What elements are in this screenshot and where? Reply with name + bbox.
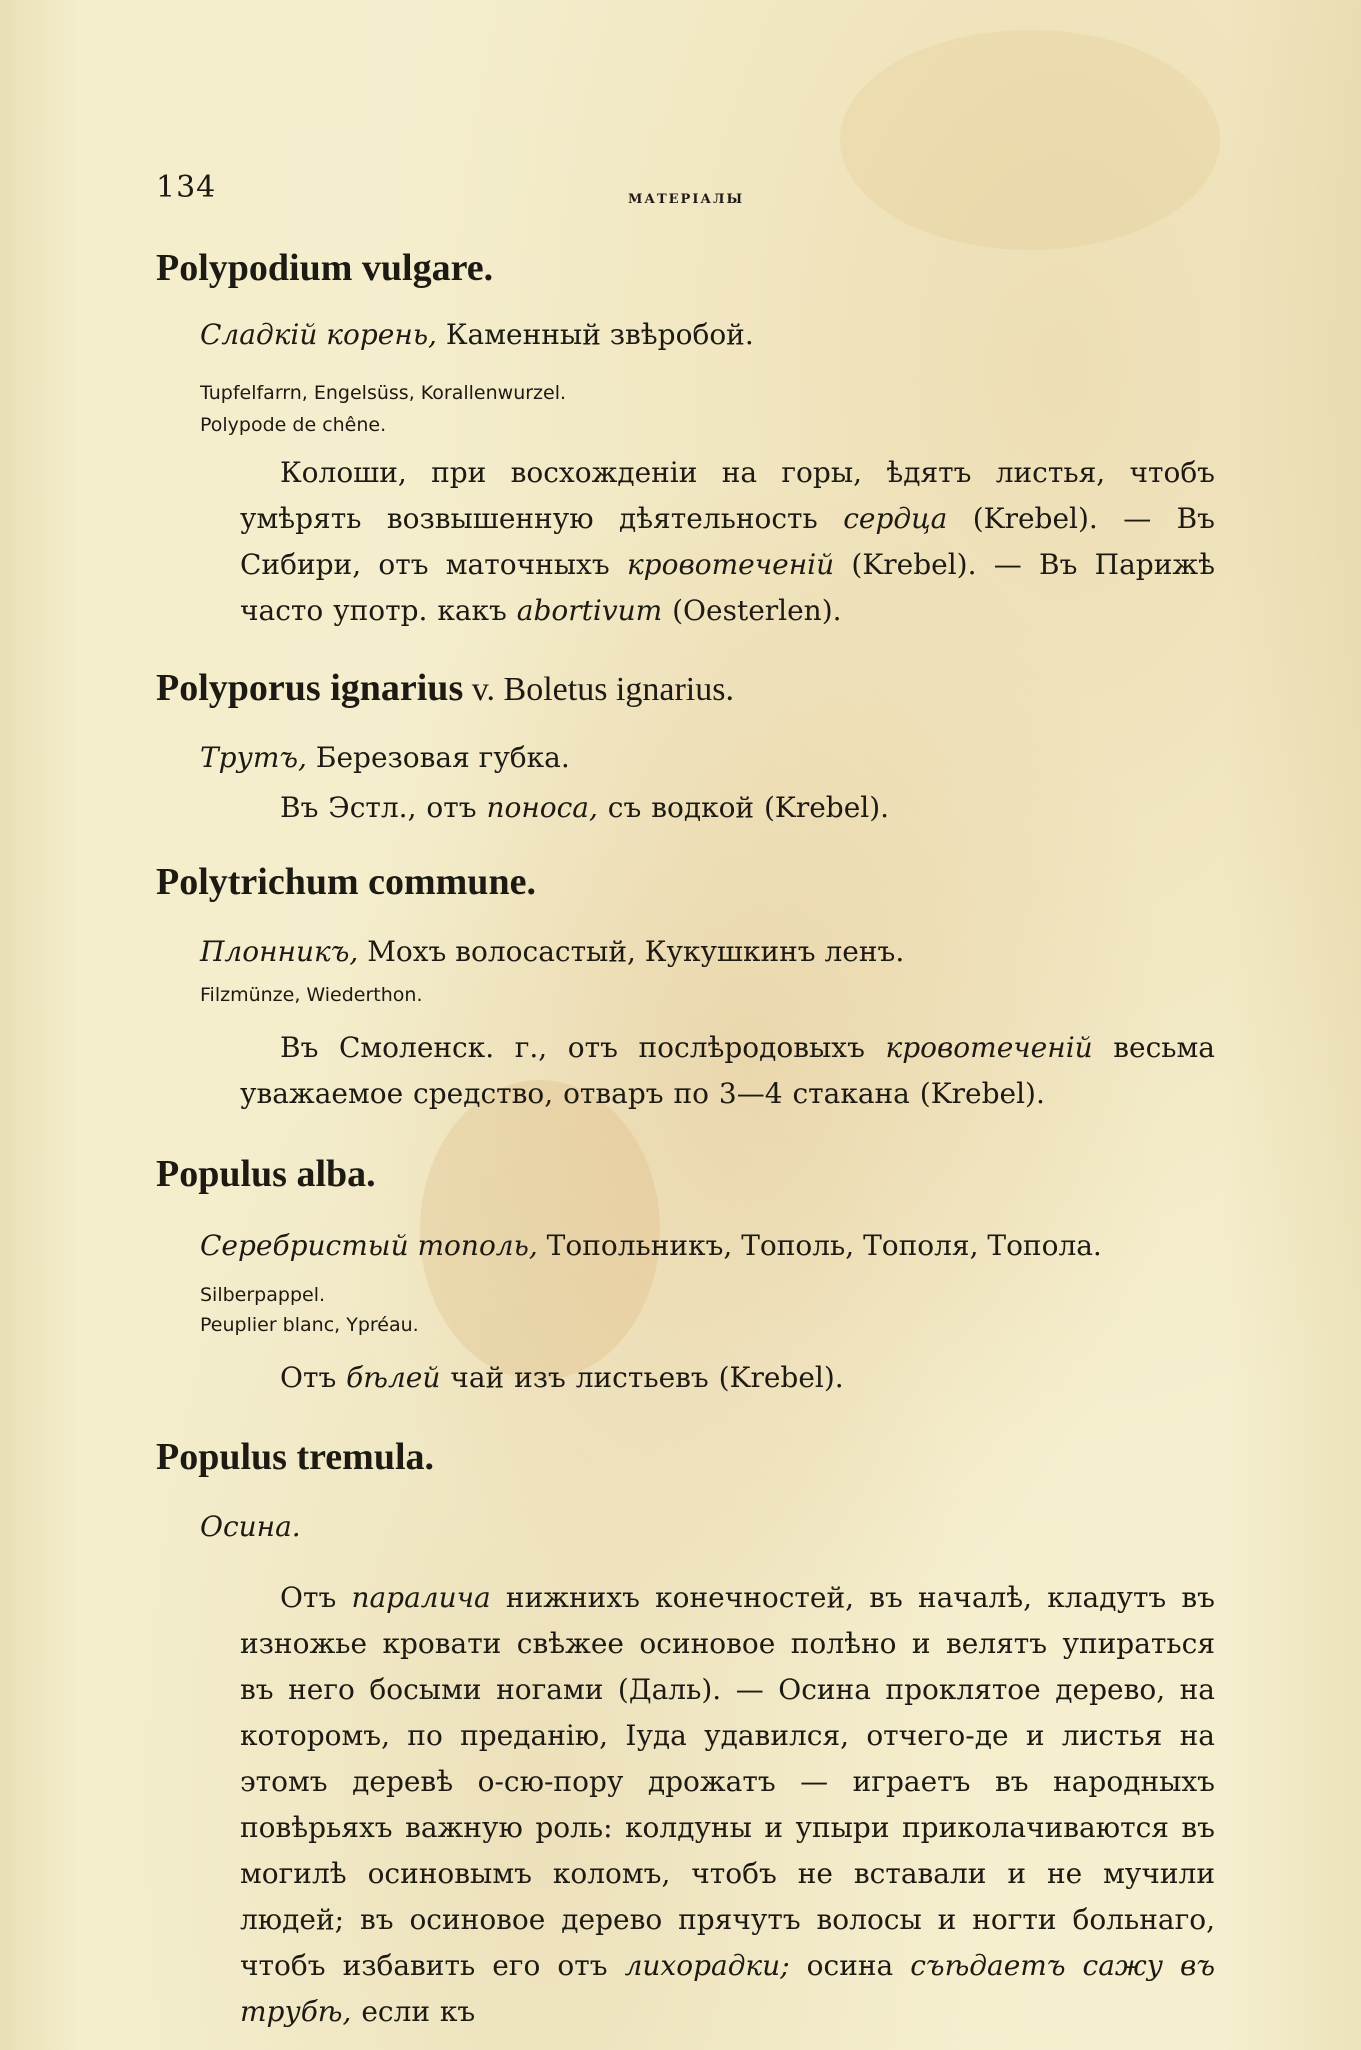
- entry-text: Въ Эстл., отъ поноса, съ водкой (Krebel).: [280, 791, 890, 824]
- russian-names-rest: Березовая губка.: [306, 741, 570, 774]
- russian-names: [200, 318, 754, 351]
- page-number: 134: [156, 170, 217, 205]
- russian-names: [200, 741, 570, 774]
- entry-title-synonym: v. Boletus ignarius.: [463, 671, 734, 708]
- entry-title: Polytrichum commune.: [156, 861, 536, 903]
- russian-names: [200, 935, 904, 968]
- foreign-names: Peuplier blanc, Ypréau.: [200, 1314, 419, 1336]
- running-header: МАТЕРІАЛЫ: [628, 192, 745, 207]
- foreign-names: Filzmünze, Wiederthon.: [200, 984, 423, 1006]
- russian-names-rest: Мохъ волосастый, Кукушкинъ ленъ.: [358, 935, 905, 968]
- russian-names: [200, 1229, 1102, 1262]
- russian-name-primary: Плонникъ,: [200, 935, 359, 968]
- water-stain: [840, 30, 1220, 250]
- entry-title: Populus tremula.: [156, 1436, 435, 1478]
- russian-names-rest: Топольникъ, Тополь, Тополя, Топола.: [537, 1229, 1102, 1262]
- foreign-names: Polypode de chêne.: [200, 414, 387, 436]
- entry-text: Колоши, при восхожденіи на горы, ѣдятъ листья, чтобъ умѣрять возвышенную дѣятельность сердца (Krebel). — Въ Сибири, отъ маточныхъ кровотеченій (Krebel). — Въ Парижѣ часто употр. какъ abortivum (Oesterlen).: [240, 456, 1215, 627]
- entry-text: Въ Смоленск. г., отъ послѣродовыхъ кровотеченій весьма уважаемое средство, отваръ по 3—4 стакана (Krebel).: [240, 1031, 1215, 1110]
- entry-title: [156, 666, 734, 710]
- foreign-names: Silberpappel.: [200, 1284, 326, 1306]
- russian-names-rest: Каменный звѣробой.: [436, 318, 754, 351]
- russian-name-primary: Трутъ,: [200, 741, 307, 774]
- foreign-names: Tupfelfarrn, Engelsüss, Korallenwurzel.: [200, 382, 567, 404]
- russian-name-primary: Сладкій корень,: [200, 318, 437, 351]
- entry-title: Populus alba.: [156, 1153, 376, 1195]
- entry-text: Отъ паралича нижнихъ конечностей, въ началѣ, кладутъ въ изножье кровати свѣжее осиновое полѣно и велятъ упираться въ него босыми ногами (Даль). — Осина проклятое дерево, на которомъ, по преданію, Іуда удавился, отчего-де и листья на этомъ деревѣ о-сю-пору дрожатъ — играетъ въ народныхъ повѣрьяхъ важную роль: колдуны и упыри приколачиваются въ могилѣ осиновымъ коломъ, чтобъ не вставали и не мучили людей; въ осиновое дерево прячутъ волосы и ногти больнаго, чтобъ избавить его отъ лихорадки; осина съѣдаетъ сажу въ трубѣ, если къ: [240, 1581, 1215, 2028]
- entry-text: Отъ бѣлей чай изъ листьевъ (Krebel).: [280, 1361, 844, 1394]
- entry-title-main: Polyporus ignarius: [156, 667, 464, 709]
- russian-name-primary: Серебристый тополь,: [200, 1229, 538, 1262]
- russian-name-primary: Осина.: [200, 1510, 301, 1543]
- russian-names: [200, 1510, 301, 1543]
- entry-title: Polypodium vulgare.: [156, 247, 494, 289]
